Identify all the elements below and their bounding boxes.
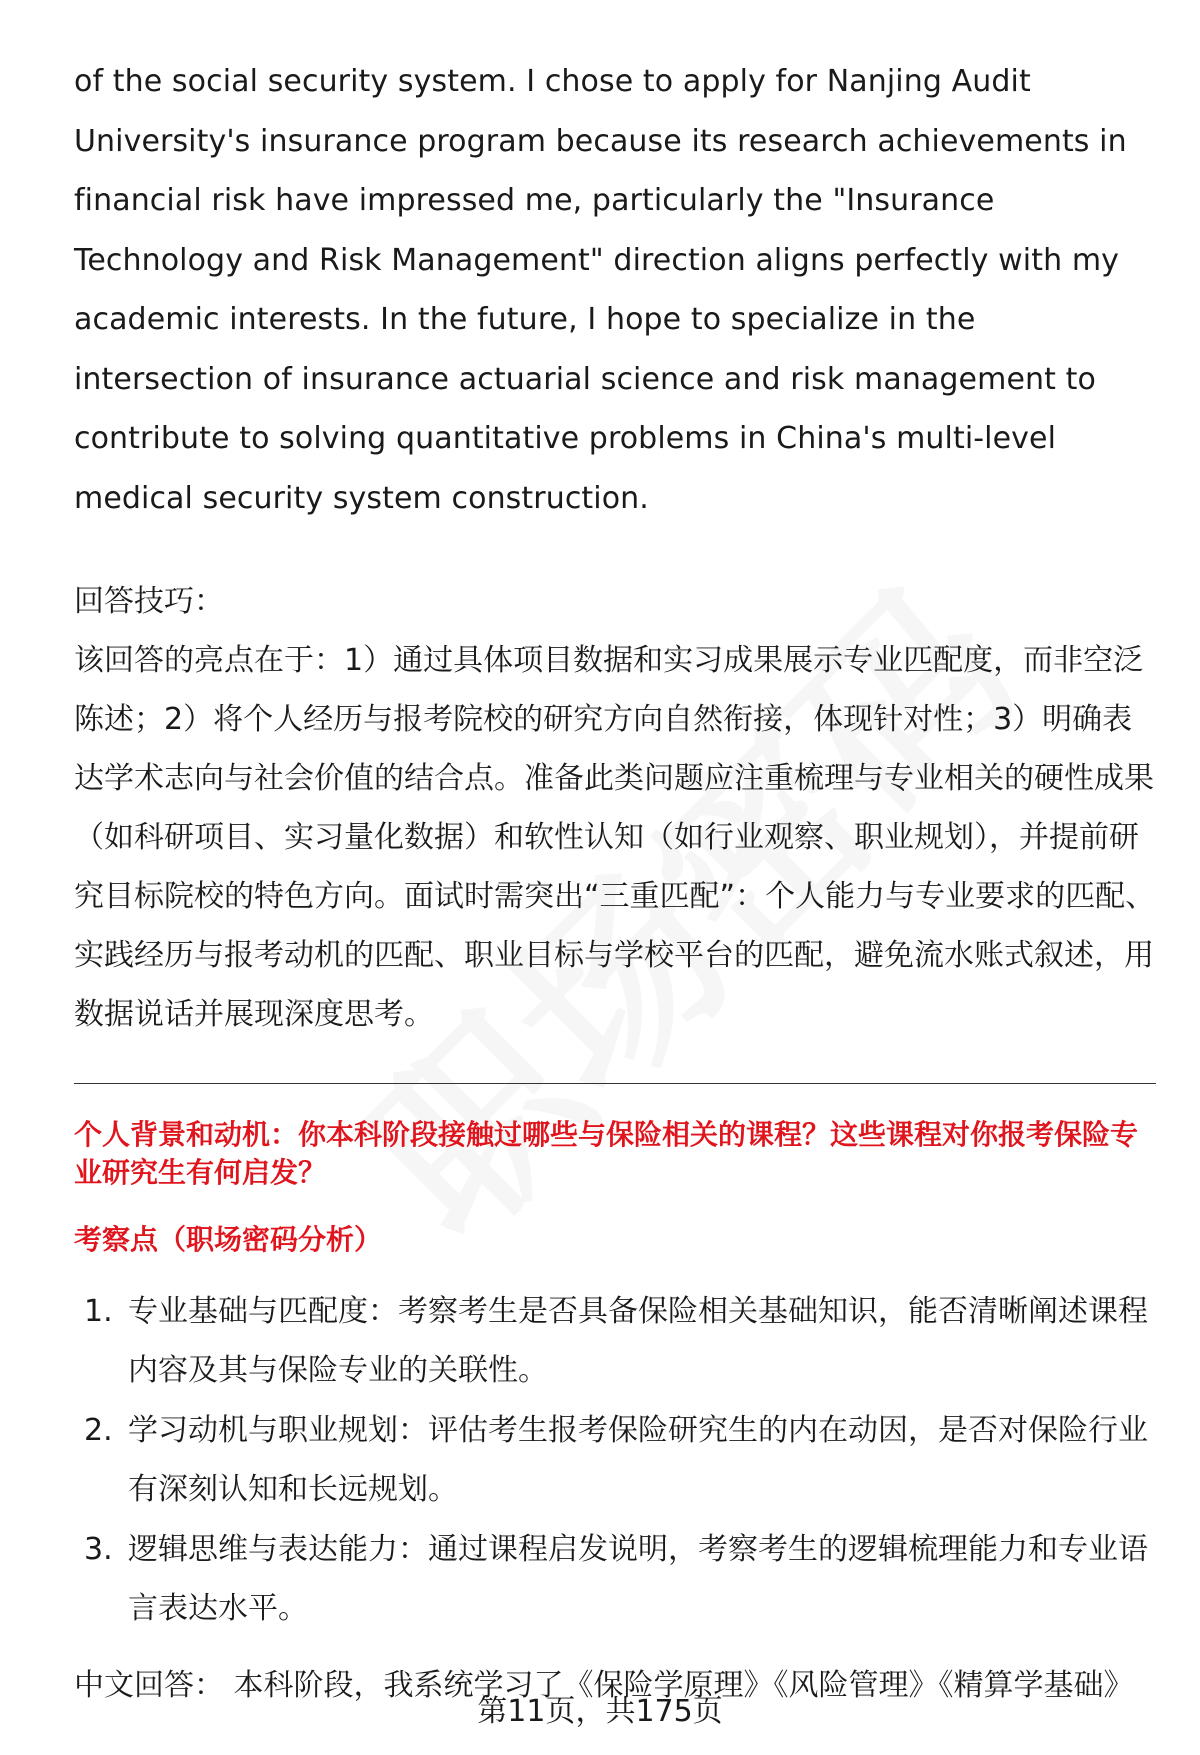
question-title: 个人背景和动机：你本科阶段接触过哪些与保险相关的课程？这些课程对你报考保险专业研究生有何启发？ — [74, 1118, 1139, 1189]
tips-heading: 回答技巧： — [74, 584, 224, 619]
tips-body: 该回答的亮点在于：1）通过具体项目数据和实习成果展示专业匹配度，而非空泛陈述；2）将个人经历与报考院校的研究方向自然衔接，体现针对性；3）明确表达学术志向与社会价值的结合点。准备此类问题应注重梳理与专业相关的硬性成果（如科研项目、实习量化数据）和软性认知（如行业观察、职业规划），并提前研究目标院校的特色方向。面试时需突出“三重匹配”：个人能力与专业要求的匹配、实践经历与报考动机的匹配、职业目标与学校平台的匹配，避免流水账式叙述，用数据说话并展现深度思考。 — [74, 643, 1156, 1032]
list-item — [74, 1282, 1156, 1400]
document-page — [74, 52, 1156, 1706]
list-item-number: 3. — [84, 1532, 113, 1567]
list-item-number: 1. — [84, 1294, 113, 1329]
list-item-number: 2. — [84, 1413, 113, 1448]
assessment-list — [74, 1282, 1156, 1638]
assessment-heading: 考察点（职场密码分析） — [74, 1223, 383, 1256]
list-item — [74, 1401, 1156, 1519]
section-divider — [74, 1083, 1156, 1084]
list-item-text: 学习动机与职业规划：评估考生报考保险研究生的内在动因，是否对保险行业有深刻认知和长远规划。 — [128, 1413, 1148, 1507]
page-number: 第11页，共175页 — [477, 1694, 723, 1729]
answer-start: 中文回答： 本科阶段，我系统学习了《保险学原理》《风险管理》《精算学基础》 — [74, 1668, 1134, 1703]
list-item — [74, 1520, 1156, 1638]
intro-paragraph: of the social security system. I chose to apply for Nanjing Audit University's insurance program because its research achievements in financial risk have impressed me, particularly the "Insurance Technology and Risk Management" direction aligns perfectly with my academic interests. In the future, I hope to specialize in the intersection of insurance actuarial science and risk management to contribute to solving quantitative problems in China's multi-level medical security system construction. — [74, 64, 1127, 516]
list-item-text: 专业基础与匹配度：考察考生是否具备保险相关基础知识，能否清晰阐述课程内容及其与保险专业的关联性。 — [128, 1294, 1148, 1388]
list-item-text: 逻辑思维与表达能力：通过课程启发说明，考察考生的逻辑梳理能力和专业语言表达水平。 — [128, 1532, 1148, 1626]
